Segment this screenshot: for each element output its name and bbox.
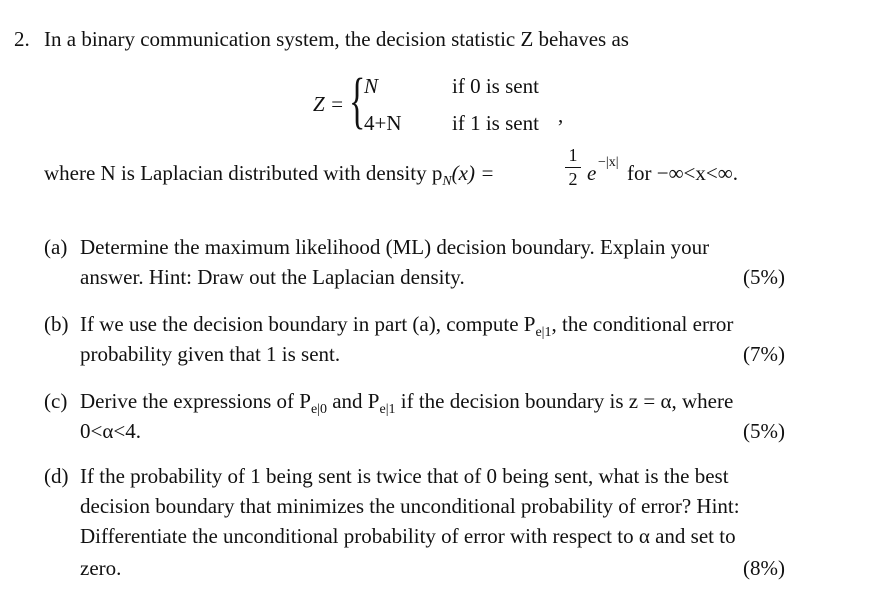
part-a-points: (5%) bbox=[743, 265, 785, 289]
case2-value: 4+N bbox=[364, 111, 402, 135]
part-b-label: (b) bbox=[44, 312, 69, 336]
density-line bbox=[44, 160, 494, 195]
part-b-line1: If we use the decision boundary in part (a), compute $P_{e|1}$, the conditional error bbox=[80, 312, 734, 341]
part-c-points: (5%) bbox=[743, 419, 785, 443]
part-d-label: (d) bbox=[44, 464, 69, 488]
case1-condition: if 0 is sent bbox=[452, 74, 539, 98]
density-range: for −∞<x<∞. bbox=[627, 161, 738, 185]
equation-trailing: , bbox=[558, 103, 564, 127]
part-c-sub2: e|1 bbox=[379, 402, 396, 418]
part-a-line2: answer. Hint: Draw out the Laplacian density. bbox=[80, 265, 465, 289]
equation-brace: { bbox=[349, 67, 366, 135]
part-c-label: (c) bbox=[44, 389, 68, 413]
part-d-points: (8%) bbox=[743, 556, 785, 580]
part-b-line2: probability given that 1 is sent. bbox=[80, 342, 341, 366]
case2-condition: if 1 is sent bbox=[452, 111, 539, 135]
exp-power: −|x| bbox=[598, 155, 619, 170]
part-c-line1: Derive the expressions of $P_{e|0}$ and $P_{e|1}$ if the decision boundary is z = α, where bbox=[80, 389, 734, 418]
equation-lhs: Z = bbox=[313, 92, 345, 116]
density-arg: (x) = bbox=[451, 161, 495, 185]
frac-numerator: 1 bbox=[568, 145, 578, 165]
part-c-line2: 0<α<4. bbox=[80, 419, 141, 443]
part-d-line3: Differentiate the unconditional probability of error with respect to α and set to bbox=[80, 524, 736, 548]
density-subscript: N bbox=[442, 174, 452, 190]
frac-denominator: 2 bbox=[568, 169, 578, 189]
part-b-sub: e|1 bbox=[535, 325, 552, 341]
frac-bar bbox=[565, 167, 581, 168]
density-prefix: where N is Laplacian distributed with density p bbox=[44, 161, 443, 185]
part-a-line1: Determine the maximum likelihood (ML) decision boundary. Explain your bbox=[80, 235, 710, 259]
part-b-points: (7%) bbox=[743, 342, 785, 366]
problem-intro: In a binary communication system, the decision statistic Z behaves as bbox=[44, 27, 629, 51]
exp-base: e bbox=[587, 161, 597, 185]
case1-value: N bbox=[364, 74, 379, 98]
part-c-sub1: e|0 bbox=[310, 402, 327, 418]
part-d-line4: zero. bbox=[80, 556, 122, 580]
part-d-line1: If the probability of 1 being sent is twice that of 0 being sent, what is the best bbox=[80, 464, 729, 488]
part-a-label: (a) bbox=[44, 235, 68, 259]
problem-number: 2. bbox=[14, 27, 30, 51]
part-d-line2: decision boundary that minimizes the unconditional probability of error? Hint: bbox=[80, 494, 740, 518]
